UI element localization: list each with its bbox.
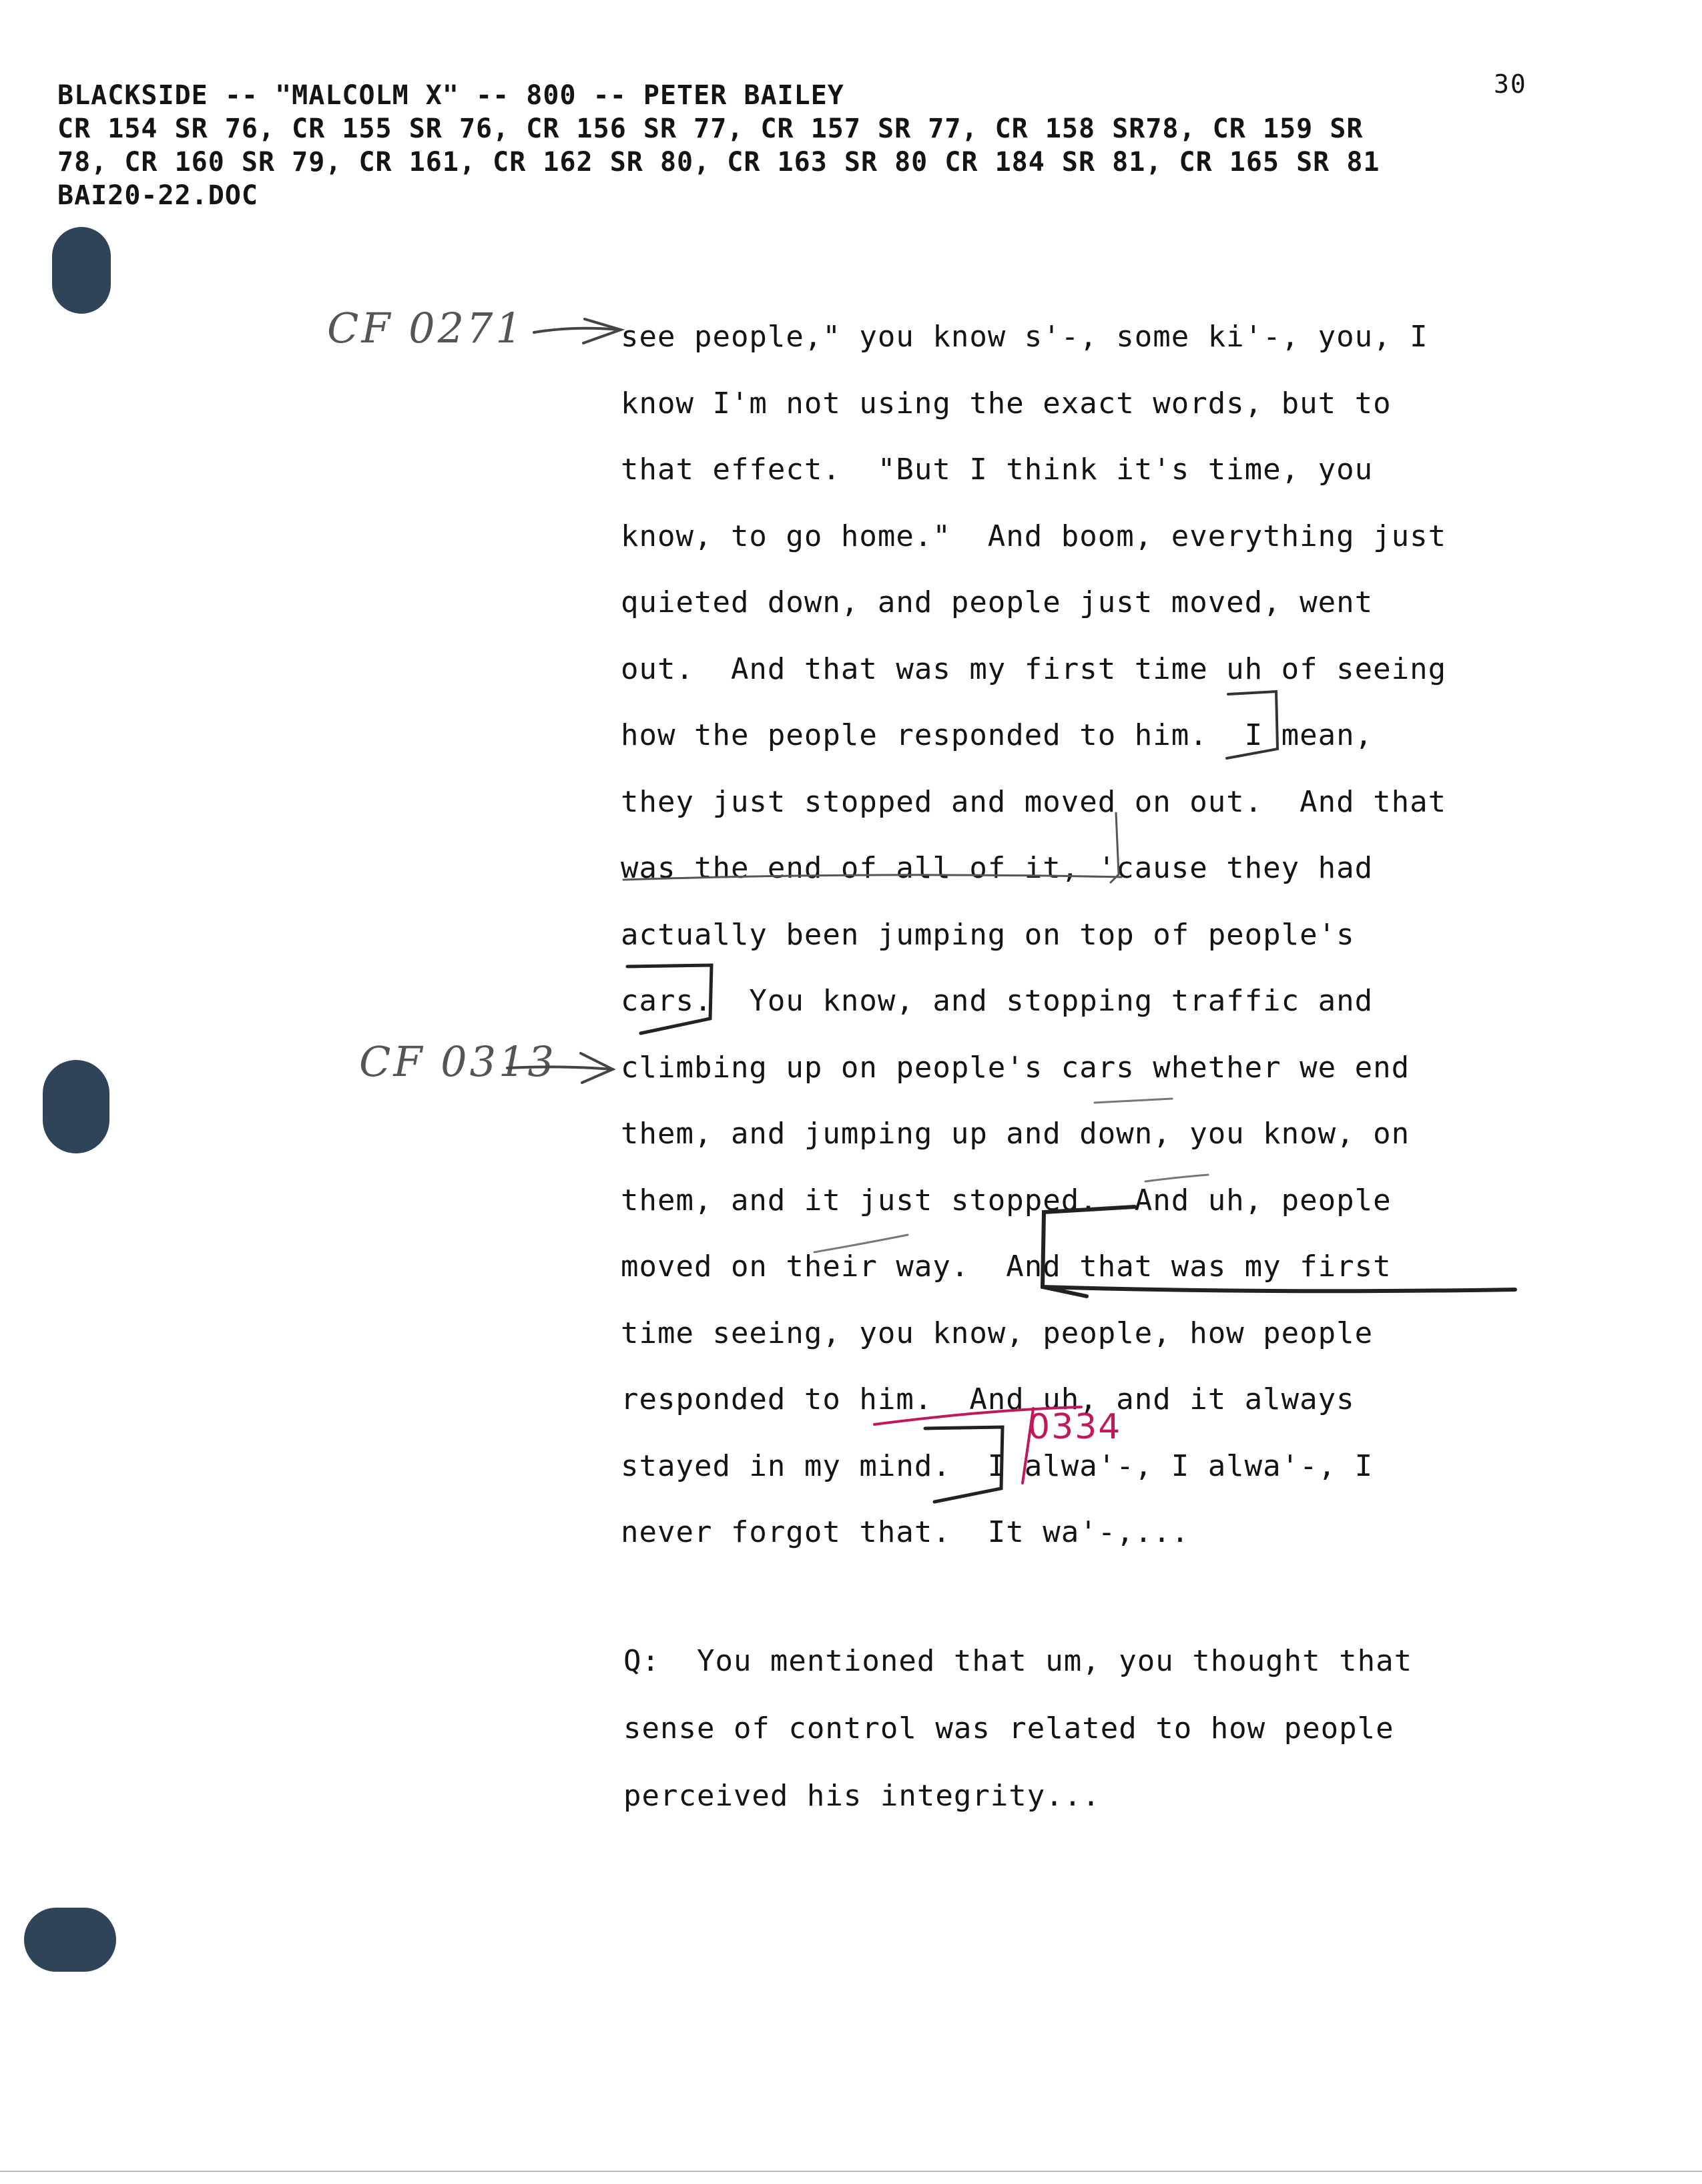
transcript-line: them, and it just stopped. And uh, people bbox=[621, 1183, 1392, 1217]
transcript-line: actually been jumping on top of people's bbox=[621, 917, 1355, 952]
header-filename-line: BAI20-22.DOC bbox=[57, 180, 258, 211]
transcript-line: never forgot that. It wa'-,... bbox=[621, 1515, 1190, 1549]
document-header bbox=[57, 79, 1673, 212]
header-title-line: BLACKSIDE -- "MALCOLM X" -- 800 -- PETER BAILEY bbox=[57, 80, 844, 111]
transcript-line: cars. You know, and stopping traffic and bbox=[621, 984, 1374, 1018]
transcript-line: know, to go home." And boom, everything just bbox=[621, 519, 1447, 553]
transcript-line: time seeing, you know, people, how people bbox=[621, 1316, 1374, 1350]
transcript-line: out. And that was my first time uh of seeing bbox=[621, 651, 1447, 686]
transcript-line: know I'm not using the exact words, but to bbox=[621, 386, 1392, 421]
question-line: sense of control was related to how people bbox=[623, 1711, 1394, 1745]
transcript-line: stayed in my mind. I alwa'-, I alwa'-, I bbox=[621, 1448, 1374, 1483]
header-reference-line: 78, CR 160 SR 79, CR 161, CR 162 SR 80, CR 163 SR 80 CR 184 SR 81, CR 165 SR 81 bbox=[57, 147, 1380, 178]
transcript-line: quieted down, and people just moved, went bbox=[621, 585, 1374, 619]
handwritten-cf-0271: CF 0271 bbox=[327, 304, 525, 352]
transcript-line: they just stopped and moved on out. And that bbox=[621, 784, 1447, 819]
punch-hole-middle bbox=[43, 1060, 109, 1153]
transcript-line: see people," you know s'-, some ki'-, you, I bbox=[621, 320, 1428, 354]
transcript-line: that effect. "But I think it's time, you bbox=[621, 453, 1374, 487]
transcript-line: them, and jumping up and down, you know, on bbox=[621, 1117, 1410, 1151]
page-number: 30 bbox=[1494, 69, 1527, 99]
transcript-line: responded to him. And uh, and it always bbox=[621, 1382, 1355, 1416]
transcript-line: how the people responded to him. I mean, bbox=[621, 718, 1374, 752]
transcript-line: was the end of all of it, 'cause they had bbox=[621, 851, 1374, 885]
transcript-line: climbing up on people's cars whether we end bbox=[621, 1050, 1410, 1085]
header-reference-line: CR 154 SR 76, CR 155 SR 76, CR 156 SR 77, CR 157 SR 77, CR 158 SR78, CR 159 SR bbox=[57, 113, 1364, 144]
interviewer-question bbox=[623, 1627, 1625, 1830]
handwritten-red-timecode: 0334 bbox=[1028, 1407, 1122, 1447]
handwritten-cf-0313: CF 0313 bbox=[359, 1037, 557, 1086]
arrow-icon bbox=[534, 319, 621, 343]
transcript-body bbox=[621, 304, 1622, 1566]
punch-hole-top bbox=[52, 227, 111, 314]
transcript-line: moved on their way. And that was my first bbox=[621, 1250, 1392, 1284]
punch-hole-bottom bbox=[24, 1908, 116, 1972]
page-bottom-edge bbox=[0, 2171, 1702, 2172]
question-line: Q: You mentioned that um, you thought that bbox=[623, 1644, 1413, 1678]
question-line: perceived his integrity... bbox=[623, 1779, 1101, 1813]
